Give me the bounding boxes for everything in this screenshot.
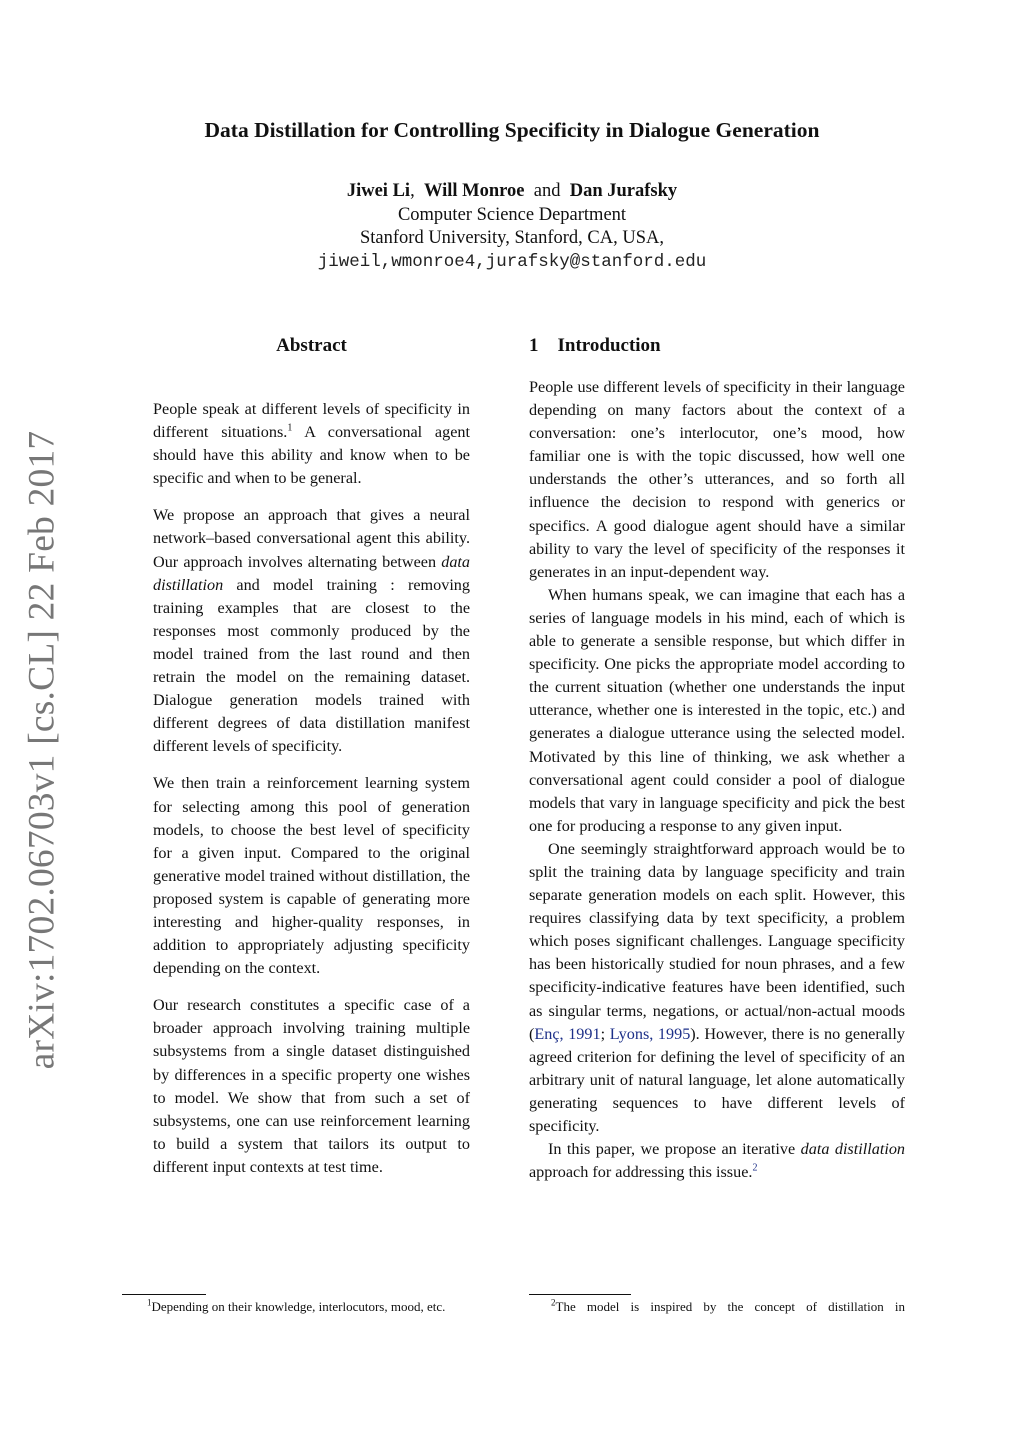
citation-link[interactable]: Enç, 1991 bbox=[534, 1024, 601, 1043]
intro-text: One seemingly straightforward approach would be to split the training data by language specificity and train separate generation models on each split. However, this requires classifying data by text specificity, a problem which poses significant challenges. Language specificity has been historically studied for noun phrases, and a few specificity-indicative features have been identified, such as singular terms, negations, or actual/non-actual moods ( bbox=[529, 839, 905, 1043]
emphasis: data distillation bbox=[800, 1140, 906, 1159]
abstract-paragraph: We then train a reinforcement learning system for selecting among this pool of generation models, to choose the best level of specificity for a given input. Compared to the original generative model trained without distillation, the proposed system is capable of generating more interesting and higher-quality responses, in addition to appropriately adjusting specificity depending on the context. bbox=[153, 774, 470, 978]
author-email: jiweil,wmonroe4,jurafsky@stanford.edu bbox=[317, 251, 707, 272]
intro-text: In this paper, we propose an iterative bbox=[548, 1140, 801, 1159]
footnote-divider bbox=[122, 1294, 206, 1295]
intro-paragraph bbox=[529, 838, 905, 1138]
footnote-number: 1 bbox=[147, 1297, 152, 1308]
abstract-text: and model training : removing training examples that are closest to the responses most commonly produced by the model trained from the last round and then retrain the model on the remaining dataset. Dialogue generation models trained with different degrees of data distillation manifest different levels of specificity. bbox=[153, 575, 470, 756]
author-block bbox=[0, 180, 1024, 274]
footnote-1 bbox=[147, 1298, 445, 1315]
intro-text: approach for addressing this issue. bbox=[529, 1163, 753, 1182]
footnote-marker-link[interactable]: 2 bbox=[752, 1162, 758, 1174]
author-separator: , bbox=[410, 181, 415, 201]
abstract-paragraph: Our research constitutes a specific case of a broader approach involving training multiple subsystems from a single dataset distinguished by differences in a specific property one wishes to model. We show that from such a set of subsystems, one can use reinforcement learning to build a system that tailors its output to different input contexts at test time. bbox=[153, 996, 470, 1176]
department: Computer Science Department bbox=[397, 204, 627, 225]
intro-text: ; bbox=[600, 1024, 610, 1043]
author-name: Dan Jurafsky bbox=[569, 181, 678, 201]
abstract-text: We propose an approach that gives a neural network–based conversational agent this ability. Our approach involves alternating between bbox=[153, 506, 470, 571]
footnote-number: 2 bbox=[551, 1297, 556, 1308]
abstract-paragraph bbox=[153, 398, 470, 490]
author-line bbox=[0, 180, 1024, 204]
affiliation: Stanford University, Stanford, CA, USA, bbox=[359, 228, 665, 248]
abstract-paragraph bbox=[153, 504, 470, 758]
footnote-2 bbox=[551, 1298, 905, 1315]
footnote-marker: 1 bbox=[287, 422, 293, 434]
author-name: Jiwei Li bbox=[346, 181, 411, 201]
footnote-text: Depending on their knowledge, interlocutors, mood, etc. bbox=[151, 1299, 446, 1314]
section-heading: 1 Introduction bbox=[529, 335, 661, 356]
emphasis: data distillation bbox=[153, 552, 470, 594]
abstract-text: People speak at different levels of specificity in different situations. bbox=[153, 400, 470, 442]
intro-paragraph bbox=[529, 1138, 905, 1184]
left-column bbox=[153, 332, 470, 1179]
intro-paragraph: People use different levels of specificity in their language depending on many factors about the context of a conversation: one’s interlocutor, one’s mood, how familiar one is with the topic discussed, how well one understands the other’s utterances, and so forth all influence the decision to respond with generics or specifics. A good dialogue agent should have a similar ability to vary the level of specificity of the responses it generates in an input-dependent way. bbox=[529, 378, 905, 581]
author-name: Will Monroe bbox=[423, 181, 525, 201]
arxiv-identifier: arXiv:1702.06703v1 [cs.CL] 22 Feb 2017 bbox=[21, 430, 63, 1070]
abstract-text: A conversational agent should have this ability and know when to be specific and when to be general. bbox=[153, 423, 470, 488]
footnote-divider bbox=[529, 1294, 631, 1295]
abstract-heading: Abstract bbox=[276, 335, 347, 356]
intro-text: ). However, there is no generally agreed criterion for defining the level of specificity of an arbitrary unit of natural language, let alone automatically generating sequences to have different levels of specificity. bbox=[529, 1024, 906, 1135]
footnote-text: The model is inspired by the concept of distillation in bbox=[555, 1299, 905, 1314]
citation-link[interactable]: Lyons, 1995 bbox=[609, 1024, 691, 1043]
intro-paragraph: When humans speak, we can imagine that each has a series of language models in his mind, each of which is able to generate a sensible response, but which differ in specificity. One picks the appropriate model according to the current situation (whether one understands the input utterance, whether one is interested in the topic, etc.) and generates a dialogue utterance using the selected model. Motivated by this line of thinking, we ask whether a conversational agent could consider a pool of dialogue models that vary in language specificity and pick the best one for producing a response to any given input. bbox=[529, 585, 905, 835]
author-conjunction: and bbox=[533, 181, 561, 201]
paper-title: Data Distillation for Controlling Specificity in Dialogue Generation bbox=[204, 118, 820, 142]
right-column bbox=[529, 332, 905, 1184]
